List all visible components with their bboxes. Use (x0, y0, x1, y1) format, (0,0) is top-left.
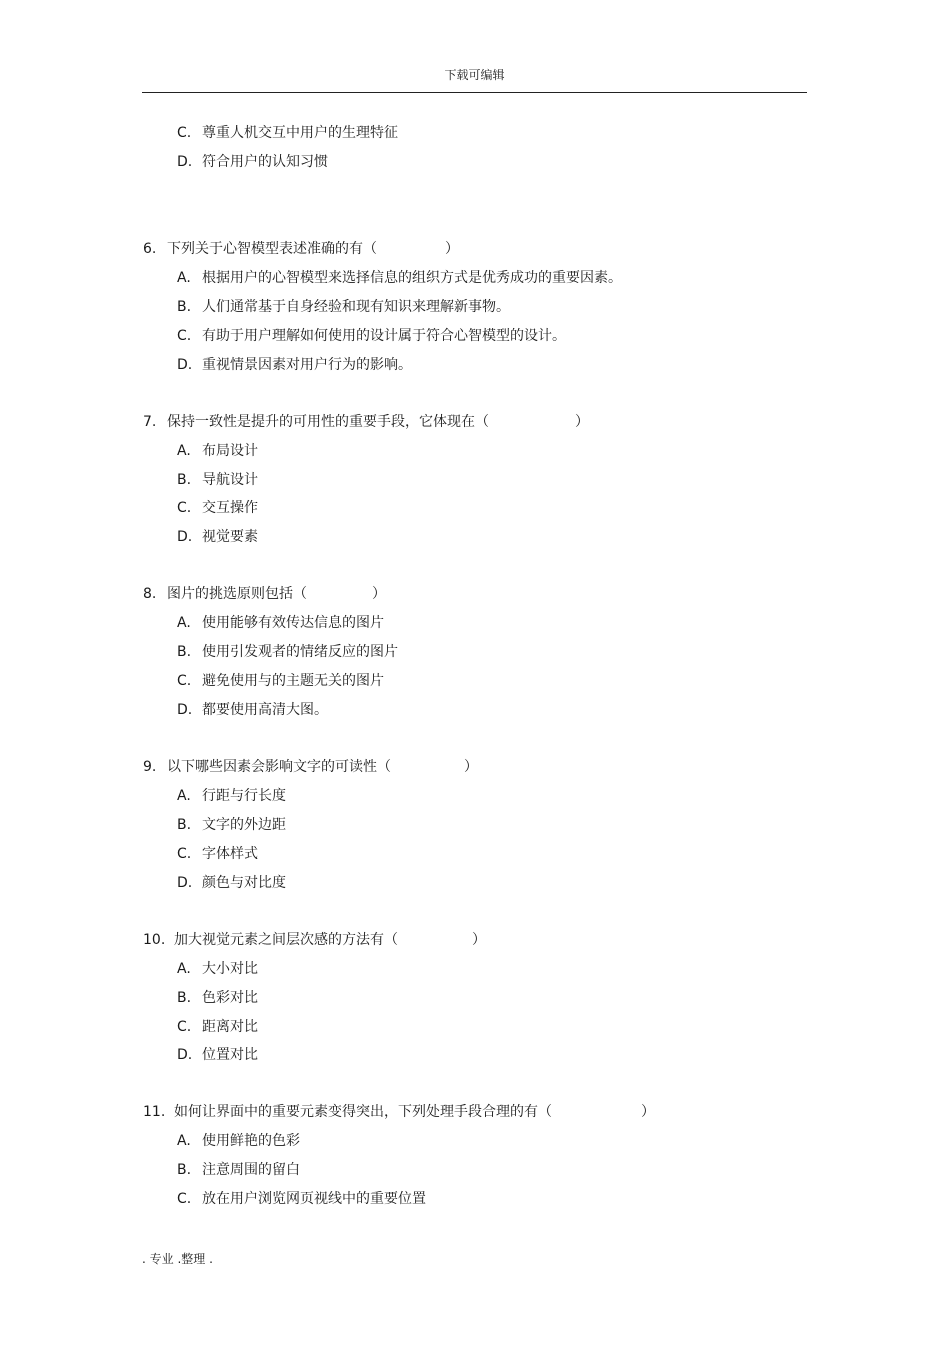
option-text: 导航设计 (202, 472, 258, 488)
option-letter: C. (177, 500, 192, 516)
option-letter: D. (177, 702, 193, 718)
option-letter: A. (177, 1133, 191, 1149)
option-text: 文字的外边距 (202, 817, 286, 833)
option-d (177, 874, 286, 892)
question-text: 加大视觉元素之间层次感的方法有（ (174, 932, 398, 948)
option-text: 使用能够有效传达信息的图片 (202, 615, 384, 631)
option-text: 交互操作 (202, 500, 258, 516)
option-text: 色彩对比 (202, 990, 258, 1006)
option-d (177, 701, 328, 719)
option-text: 行距与行长度 (202, 788, 286, 804)
option-letter: B. (177, 472, 192, 488)
option-b (177, 471, 258, 489)
question-text: 如何让界面中的重要元素变得突出，下列处理手段合理的有（ (174, 1104, 552, 1120)
option-c (177, 124, 398, 142)
question-text: 以下哪些因素会影响文字的可读性（ (167, 759, 391, 775)
option-letter: C. (177, 673, 192, 689)
option-letter: C. (177, 1191, 192, 1207)
option-letter: B. (177, 299, 192, 315)
question-7 (143, 413, 589, 431)
question-number: 10. (143, 932, 166, 948)
question-8 (143, 585, 386, 603)
answer-blank-close: ） (372, 586, 386, 602)
option-text: 尊重人机交互中用户的生理特征 (202, 125, 398, 141)
option-text: 重视情景因素对用户行为的影响。 (202, 357, 412, 373)
option-c (177, 499, 258, 517)
option-letter: B. (177, 644, 192, 660)
option-letter: A. (177, 788, 191, 804)
question-text: 保持一致性是提升的可用性的重要手段，它体现在（ (167, 414, 489, 430)
option-text: 字体样式 (202, 846, 258, 862)
option-letter: C. (177, 125, 192, 141)
option-letter: B. (177, 990, 192, 1006)
option-text: 位置对比 (202, 1047, 258, 1063)
option-text: 使用引发观者的情绪反应的图片 (202, 644, 398, 660)
option-d (177, 356, 412, 374)
option-letter: B. (177, 817, 192, 833)
option-text: 避免使用与的主题无关的图片 (202, 673, 384, 689)
option-letter: D. (177, 1047, 193, 1063)
option-text: 注意周围的留白 (202, 1162, 300, 1178)
option-letter: B. (177, 1162, 192, 1178)
option-b (177, 989, 258, 1007)
question-number: 9. (143, 759, 157, 775)
option-text: 大小对比 (202, 961, 258, 977)
answer-blank-close: ） (445, 241, 459, 257)
option-letter: C. (177, 1019, 192, 1035)
option-text: 符合用户的认知习惯 (202, 154, 328, 170)
option-text: 布局设计 (202, 443, 258, 459)
option-letter: C. (177, 328, 192, 344)
option-b (177, 1161, 300, 1179)
option-d (177, 153, 328, 171)
option-text: 视觉要素 (202, 529, 258, 545)
option-a (177, 269, 622, 287)
question-number: 7. (143, 414, 157, 430)
option-text: 人们通常基于自身经验和现有知识来理解新事物。 (202, 299, 510, 315)
option-c (177, 845, 258, 863)
option-c (177, 672, 384, 690)
option-letter: A. (177, 961, 191, 977)
option-a (177, 1132, 300, 1150)
question-text: 图片的挑选原则包括（ (167, 586, 307, 602)
option-letter: A. (177, 615, 191, 631)
option-c (177, 1190, 426, 1208)
page-header: 下载可编辑 (142, 66, 807, 93)
question-6 (143, 240, 459, 258)
question-number: 11. (143, 1104, 166, 1120)
option-letter: D. (177, 529, 193, 545)
option-text: 放在用户浏览网页视线中的重要位置 (202, 1191, 426, 1207)
option-a (177, 614, 384, 632)
option-a (177, 442, 258, 460)
option-text: 使用鲜艳的色彩 (202, 1133, 300, 1149)
option-letter: D. (177, 875, 193, 891)
answer-blank-close: ） (472, 932, 486, 948)
option-c (177, 1018, 258, 1036)
page-footer: . 专业 .整理 . (142, 1252, 213, 1266)
option-text: 都要使用高清大图。 (202, 702, 328, 718)
option-text: 根据用户的心智模型来选择信息的组织方式是优秀成功的重要因素。 (202, 270, 622, 286)
question-number: 6. (143, 241, 157, 257)
option-letter: C. (177, 846, 192, 862)
option-b (177, 816, 286, 834)
answer-blank-close: ） (575, 414, 589, 430)
option-d (177, 1046, 258, 1064)
option-letter: A. (177, 270, 191, 286)
option-letter: A. (177, 443, 191, 459)
question-9 (143, 758, 478, 776)
option-letter: D. (177, 154, 193, 170)
option-b (177, 298, 510, 316)
option-d (177, 528, 258, 546)
option-b (177, 643, 398, 661)
option-c (177, 327, 566, 345)
question-11 (143, 1103, 655, 1121)
option-a (177, 960, 258, 978)
question-10 (143, 931, 486, 949)
option-a (177, 787, 286, 805)
option-text: 距离对比 (202, 1019, 258, 1035)
question-number: 8. (143, 586, 157, 602)
option-text: 有助于用户理解如何使用的设计属于符合心智模型的设计。 (202, 328, 566, 344)
question-text: 下列关于心智模型表述准确的有（ (167, 241, 377, 257)
option-text: 颜色与对比度 (202, 875, 286, 891)
answer-blank-close: ） (464, 759, 478, 775)
answer-blank-close: ） (641, 1104, 655, 1120)
option-letter: D. (177, 357, 193, 373)
